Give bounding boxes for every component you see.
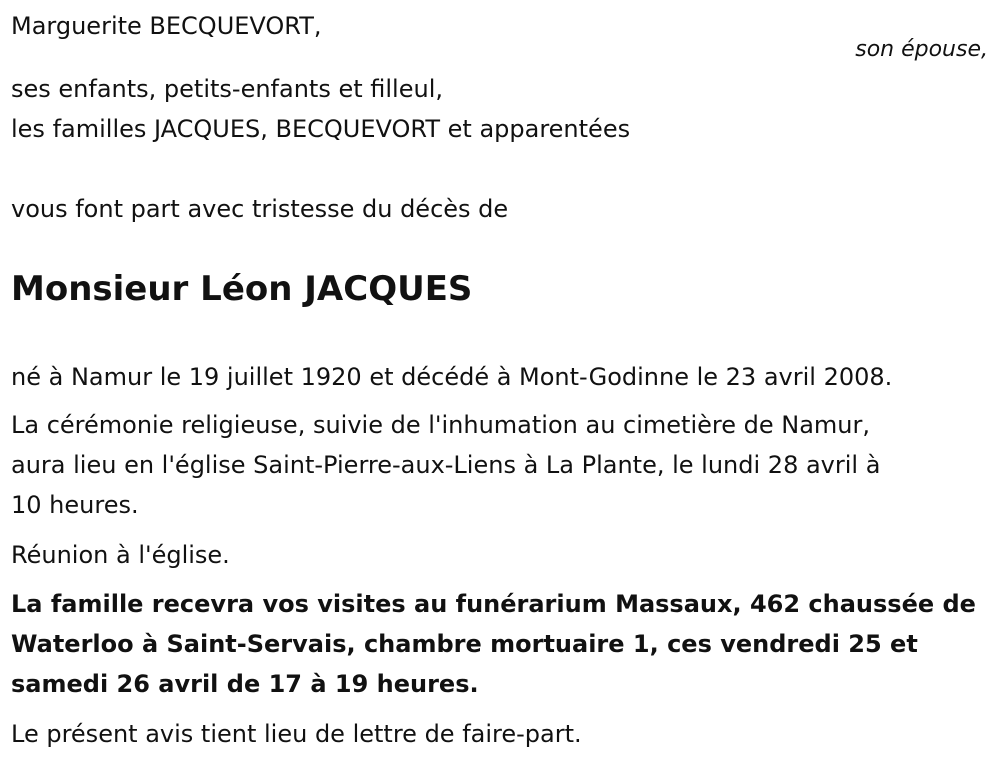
- spouse-name: Marguerite BECQUEVORT,: [11, 12, 322, 40]
- birth-death-text: né à Namur le 19 juillet 1920 et décédé à Mont-Godinne le 23 avril 2008.: [11, 363, 893, 391]
- ceremony-line: aura lieu en l'église Saint-Pierre-aux-Liens à La Plante, le lundi 28 avril à: [11, 451, 881, 479]
- closing-text: Le présent avis tient lieu de lettre de faire-part.: [11, 720, 582, 748]
- meeting-text: Réunion à l'église.: [11, 541, 230, 569]
- visits-line: La famille recevra vos visites au funérarium Massaux, 462 chaussée de: [11, 590, 976, 618]
- spouse-role: son épouse,: [855, 37, 988, 62]
- family-line-relatives: les familles JACQUES, BECQUEVORT et apparentées: [11, 115, 631, 143]
- visits-line: Waterloo à Saint-Servais, chambre mortuaire 1, ces vendredi 25 et: [11, 630, 918, 658]
- deceased-name: Monsieur Léon JACQUES: [11, 269, 473, 309]
- announcement-text: vous font part avec tristesse du décès de: [11, 195, 509, 223]
- ceremony-line: La cérémonie religieuse, suivie de l'inhumation au cimetière de Namur,: [11, 411, 870, 439]
- family-line-children: ses enfants, petits-enfants et filleul,: [11, 75, 443, 103]
- visits-line: samedi 26 avril de 17 à 19 heures.: [11, 670, 479, 698]
- ceremony-line: 10 heures.: [11, 491, 139, 519]
